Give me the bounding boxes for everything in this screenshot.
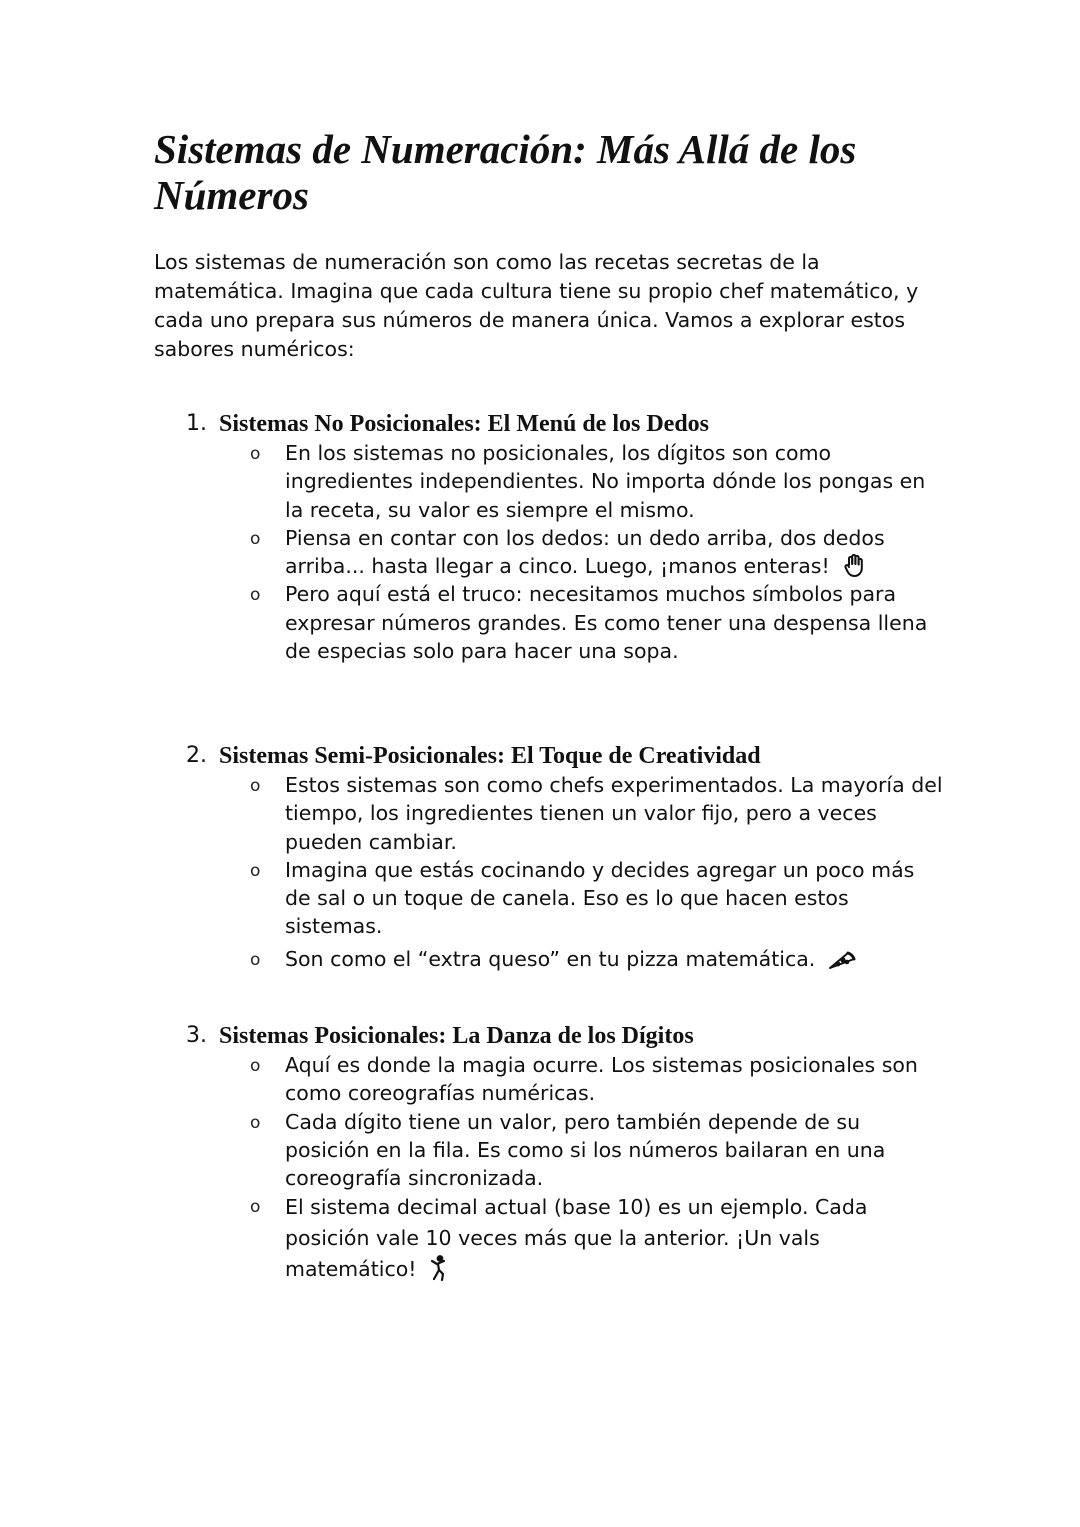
bullet-item	[186, 856, 946, 941]
bullet-text: Estos sistemas son como chefs experimentados. La mayoría del tiempo, los ingredientes tienen un valor fijo, pero a veces pueden cambiar.	[285, 773, 943, 854]
bullet-marker: o	[250, 585, 261, 606]
section-title: Sistemas Posicionales: La Danza de los Dígitos	[219, 1023, 694, 1049]
bullet-marker: o	[250, 1112, 261, 1133]
section-number: 3.	[186, 1023, 207, 1048]
bullet-text: Aquí es donde la magia ocurre. Los sistemas posicionales son como coreografías numéricas.	[285, 1053, 918, 1106]
bullet-marker: o	[250, 1056, 261, 1076]
bullet-list	[186, 1051, 946, 1285]
page-title: Sistemas de Numeración: Más Allá de los Números	[154, 126, 857, 218]
section-semi-positional	[186, 741, 946, 973]
bullet-list	[186, 439, 946, 665]
bullet-text: Imagina que estás cocinando y decides agregar un poco más de sal o un toque de canela. Eso es lo que hacen estos sistemas.	[285, 857, 915, 939]
section-title: Sistemas No Posicionales: El Menú de los Dedos	[219, 411, 710, 437]
section-title: Sistemas Semi-Posicionales: El Toque de Creatividad	[219, 743, 761, 769]
section-non-positional	[186, 409, 946, 665]
bullet-item	[186, 771, 946, 856]
bullet-marker: o	[250, 1197, 261, 1218]
dancer-icon	[429, 1255, 449, 1281]
bullet-item	[186, 580, 946, 665]
section-number: 1.	[186, 411, 207, 436]
bullet-text: En los sistemas no posicionales, los dígitos son como ingredientes independientes. No importa dónde los pongas en la receta, su valor es siempre el mismo.	[285, 441, 926, 522]
section-heading	[186, 741, 946, 771]
bullet-item	[186, 1051, 946, 1108]
bullet-text: Pero aquí está el truco: necesitamos muchos símbolos para expresar números grandes. Es como tener una despensa llena de especias solo para hacer una sopa.	[285, 582, 928, 664]
bullet-list	[186, 771, 946, 973]
bullet-item	[186, 524, 946, 581]
bullet-marker: o	[250, 444, 261, 464]
section-heading	[186, 409, 946, 439]
bullet-item	[186, 1108, 946, 1193]
bullet-marker: o	[250, 776, 261, 796]
section-positional	[186, 1021, 946, 1285]
bullet-marker: o	[250, 949, 261, 970]
bullet-text: El sistema decimal actual (base 10) es un ejemplo. Cada posición vale 10 veces más que la anterior. ¡Un vals matemático!	[285, 1195, 868, 1282]
section-heading	[186, 1021, 946, 1051]
section-number: 2.	[186, 743, 207, 768]
bullet-item	[186, 1192, 946, 1285]
bullet-text: Son como el “extra queso” en tu pizza matemática.	[285, 946, 816, 971]
bullet-item	[186, 439, 946, 524]
bullet-marker: o	[250, 860, 261, 881]
intro-paragraph: Los sistemas de numeración son como las recetas secretas de la matemática. Imagina que cada cultura tiene su propio chef matemático, y cada uno prepara sus números de manera única. Vamos a explorar estos sabores numéricos:	[154, 250, 919, 361]
bullet-marker: o	[250, 528, 261, 549]
raised-hand-icon	[842, 552, 868, 578]
bullet-text: Piensa en contar con los dedos: un dedo arriba, dos dedos arriba... hasta llegar a cinco. Luego, ¡manos enteras!	[285, 525, 885, 579]
pizza-slice-icon	[828, 949, 856, 971]
bullet-item	[186, 945, 946, 973]
bullet-text: Cada dígito tiene un valor, pero también depende de su posición en la fila. Es como si los números bailaran en una coreografía sincronizada.	[285, 1109, 886, 1191]
